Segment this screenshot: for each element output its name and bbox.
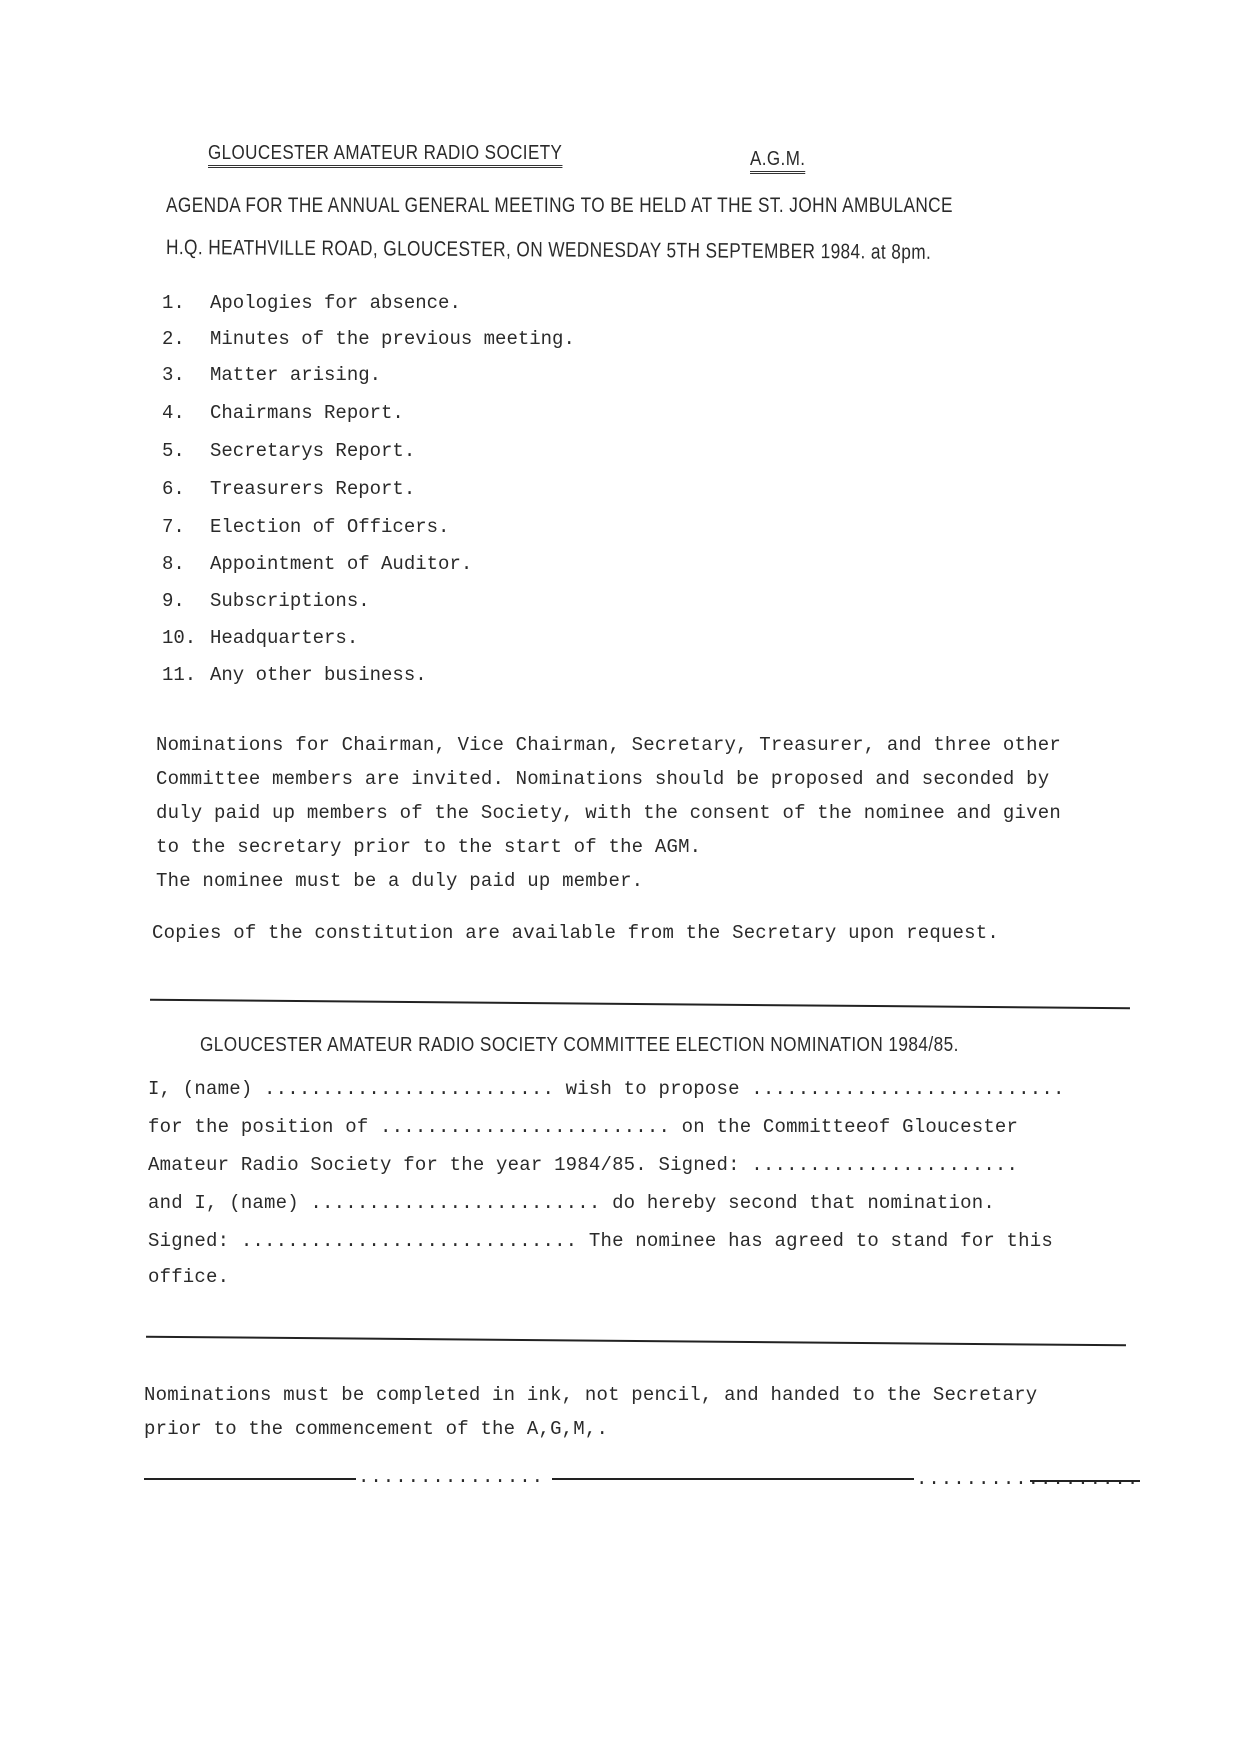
agenda-num: 4. (162, 402, 185, 424)
agenda-text: Subscriptions. (210, 590, 370, 612)
form-line: Amateur Radio Society for the year 1984/85. Signed: ....................... (148, 1154, 1019, 1176)
intro-line: H.Q. HEATHVILLE ROAD, GLOUCESTER, ON WEDNESDAY 5TH SEPTEMBER 1984. at 8pm. (165, 236, 932, 264)
agenda-text: Apologies for absence. (210, 292, 461, 314)
agenda-text: Minutes of the previous meeting. (210, 328, 575, 350)
agm-heading (750, 148, 805, 171)
form-line: for the position of ......................... on the Committeeof Gloucester (148, 1116, 1019, 1138)
society-heading (208, 142, 562, 165)
agenda-text: Treasurers Report. (210, 478, 416, 500)
paragraph-line: duly paid up members of the Society, with the consent of the nominee and given (156, 802, 1061, 824)
form-line: Signed: ............................. The nominee has agreed to stand for this (148, 1230, 1053, 1252)
agenda-item (162, 516, 449, 538)
agenda-text: Any other business. (210, 664, 427, 686)
society-heading-text: GLOUCESTER AMATEUR RADIO SOCIETY (208, 142, 562, 168)
agenda-num: 11. (162, 664, 197, 686)
footer-line: Nominations must be completed in ink, not pencil, and handed to the Secretary (144, 1384, 1038, 1406)
agenda-item (162, 478, 415, 500)
signature-rule (144, 1478, 356, 1480)
signature-dots: .................. (916, 1468, 1140, 1490)
agenda-text: Election of Officers. (210, 516, 450, 538)
agenda-text: Appointment of Auditor. (210, 553, 473, 575)
agenda-num: 1. (162, 292, 185, 314)
agenda-num: 7. (162, 516, 185, 538)
agenda-item (162, 402, 404, 424)
agenda-num: 8. (162, 553, 185, 575)
nomination-form-title: GLOUCESTER AMATEUR RADIO SOCIETY COMMITTEE ELECTION NOMINATION 1984/85. (200, 1034, 959, 1056)
paragraph-line: Nominations for Chairman, Vice Chairman, Secretary, Treasurer, and three other (156, 734, 1061, 756)
footer-line: prior to the commencement of the A,G,M,. (144, 1418, 609, 1440)
agm-heading-text: A.G.M. (750, 148, 805, 174)
agenda-item (162, 553, 472, 575)
agenda-num: 6. (162, 478, 185, 500)
agenda-item (162, 664, 427, 686)
agenda-text: Secretarys Report. (210, 440, 416, 462)
agenda-num: 10. (162, 627, 197, 649)
form-line: I, (name) ......................... wish to propose ........................... (148, 1078, 1065, 1100)
signature-line (144, 1466, 1140, 1490)
divider (146, 1336, 1126, 1347)
agenda-num: 2. (162, 328, 185, 350)
agenda-item (162, 440, 415, 462)
agenda-num: 9. (162, 590, 185, 612)
intro-line: AGENDA FOR THE ANNUAL GENERAL MEETING TO BE HELD AT THE ST. JOHN AMBULANCE (166, 194, 953, 217)
agenda-item (162, 590, 370, 612)
agenda-item (162, 292, 461, 314)
copies-note: Copies of the constitution are available from the Secretary upon request. (152, 922, 999, 944)
signature-rule (552, 1478, 914, 1480)
form-line: and I, (name) ......................... do hereby second that nomination. (148, 1192, 995, 1214)
agenda-text: Matter arising. (210, 364, 382, 386)
paragraph-line: The nominee must be a duly paid up member. (156, 870, 644, 892)
form-line: office. (148, 1266, 230, 1288)
signature-rule (1030, 1480, 1140, 1482)
signature-dots: ............... (358, 1466, 545, 1488)
agenda-item (162, 364, 381, 386)
paragraph-line: to the secretary prior to the start of the AGM. (156, 836, 702, 858)
divider (150, 999, 1130, 1010)
paragraph-line: Committee members are invited. Nominations should be proposed and seconded by (156, 768, 1050, 790)
agenda-num: 5. (162, 440, 185, 462)
agenda-text: Headquarters. (210, 627, 359, 649)
agenda-num: 3. (162, 364, 185, 386)
agenda-item (162, 328, 575, 350)
agenda-item (162, 627, 358, 649)
agenda-text: Chairmans Report. (210, 402, 404, 424)
